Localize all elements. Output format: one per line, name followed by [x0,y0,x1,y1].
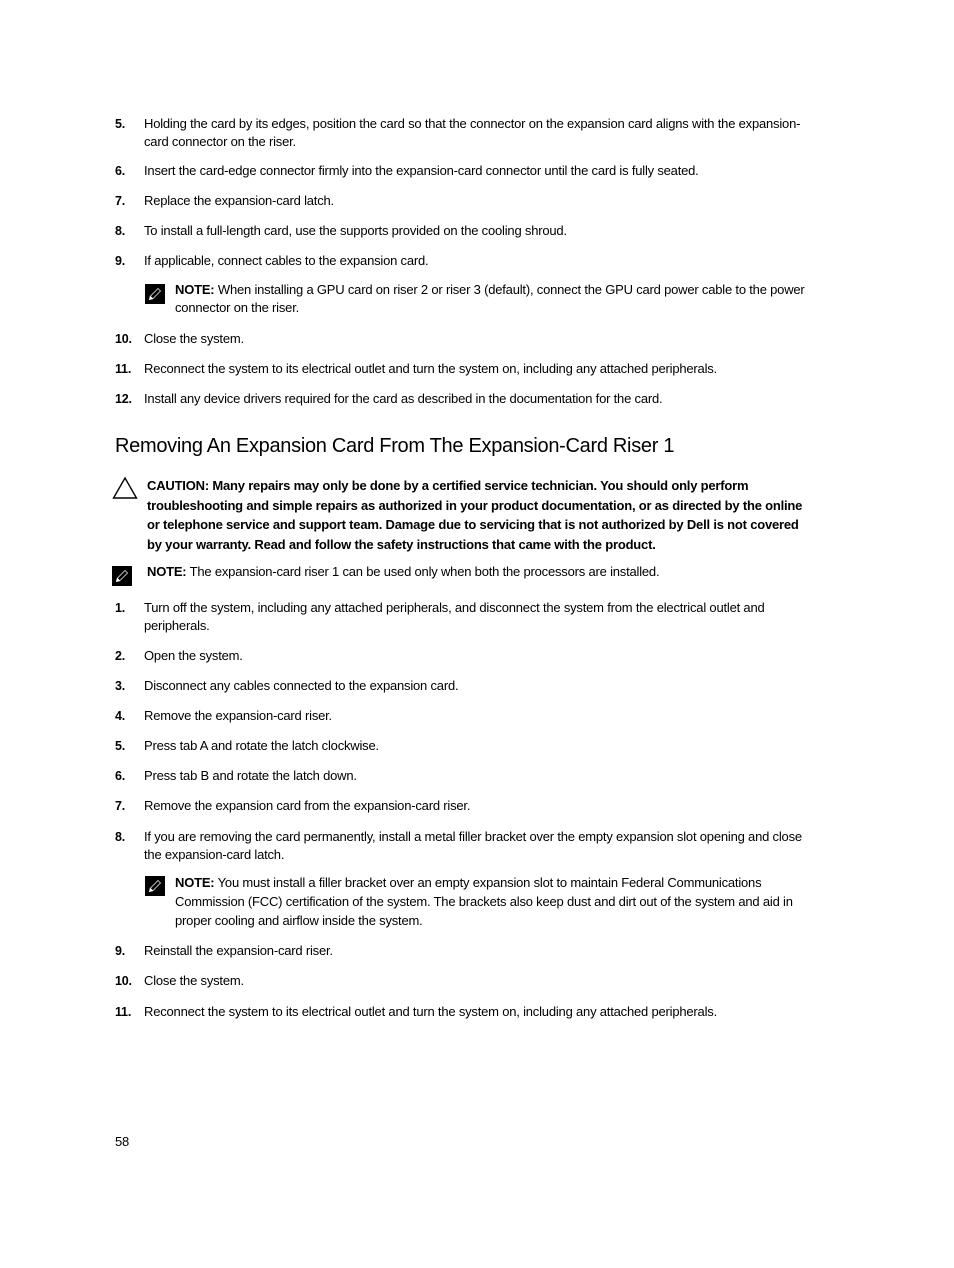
step-text: Remove the expansion card from the expansion-card riser. [144,798,471,813]
step-text: Replace the expansion-card latch. [144,193,334,208]
note-label: NOTE: [175,875,215,890]
note-pencil-icon [145,284,165,304]
step-number: 11. [115,362,132,376]
step-number: 8. [115,224,126,238]
step-number: 6. [115,769,126,783]
step-text: Open the system. [144,648,243,663]
caution-triangle-icon [112,476,138,500]
step-number: 1. [115,601,126,615]
step-text: Press tab A and rotate the latch clockwise. [144,738,379,753]
caution-text: CAUTION: Many repairs may only be done by a certified service technician. You should only perform troubleshooting and simple repairs as authorized in your product documentation, or as directed by the online or telephone service and support team. Damage due to servicing that is not authorized by Dell is not covered by your warranty. Read and follow the safety instructions that came with the product. [147,478,803,552]
step-number: 7. [115,194,126,208]
page-number: 58 [115,1134,130,1149]
step-number: 7. [115,799,126,813]
step-text: Close the system. [144,331,244,346]
note-pencil-icon [112,566,132,586]
note-text: You must install a filler bracket over an empty expansion slot to maintain Federal Communications Commission (FCC) certification of the system. The brackets also keep dust and dirt out of the system and aid in proper cooling and airflow inside the system. [175,875,793,928]
step-number: 6. [115,164,126,178]
step-text: Turn off the system, including any attached peripherals, and disconnect the system from the electrical outlet and peripherals. [144,600,765,633]
step-text: Reconnect the system to its electrical outlet and turn the system on, including any attached peripherals. [144,1004,717,1019]
step-text: Insert the card-edge connector firmly into the expansion-card connector until the card is fully seated. [144,163,699,178]
step-text: If you are removing the card permanently, install a metal filler bracket over the empty expansion slot opening and close the expansion-card latch. [144,829,802,862]
step-number: 11. [115,1005,132,1019]
step-number: 12. [115,392,132,406]
step-number: 5. [115,117,126,131]
step-text: If applicable, connect cables to the expansion card. [144,253,429,268]
step-text: Install any device drivers required for the card as described in the documentation for the card. [144,391,663,406]
step-number: 9. [115,944,126,958]
step-number: 10. [115,332,132,346]
section-heading: Removing An Expansion Card From The Expansion-Card Riser 1 [115,435,675,457]
step-number: 5. [115,739,126,753]
step-number: 9. [115,254,126,268]
step-text: Disconnect any cables connected to the expansion card. [144,678,459,693]
step-number: 2. [115,649,126,663]
note-text: The expansion-card riser 1 can be used only when both the processors are installed. [189,564,660,579]
step-text: Holding the card by its edges, position the card so that the connector on the expansion card aligns with the expansion-card connector on the riser. [144,116,801,149]
step-text: To install a full-length card, use the supports provided on the cooling shroud. [144,223,567,238]
step-number: 4. [115,709,126,723]
step-text: Reinstall the expansion-card riser. [144,943,333,958]
step-number: 3. [115,679,126,693]
step-text: Reconnect the system to its electrical outlet and turn the system on, including any attached peripherals. [144,361,717,376]
note-label: NOTE: [175,282,215,297]
step-text: Press tab B and rotate the latch down. [144,768,357,783]
step-number: 8. [115,830,126,844]
step-text: Close the system. [144,973,244,988]
note-label: NOTE: [147,564,187,579]
note-pencil-icon [145,876,165,896]
note-text: When installing a GPU card on riser 2 or riser 3 (default), connect the GPU card power cable to the power connector on the riser. [175,282,805,315]
step-text: Remove the expansion-card riser. [144,708,332,723]
step-number: 10. [115,974,132,988]
